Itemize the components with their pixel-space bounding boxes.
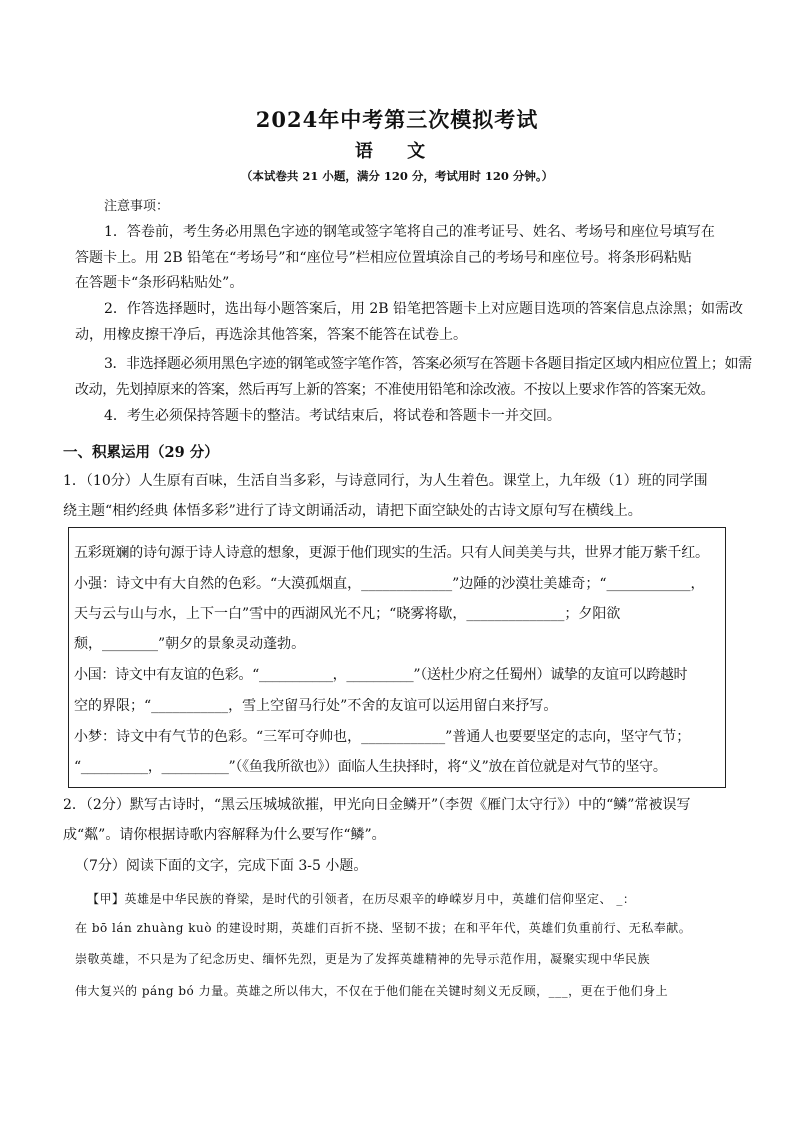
box-line: 五彩斑斓的诗句源于诗人诗意的想象，更源于他们现实的生活。只有人间美美与共，世界才能万紫千红。: [74, 545, 709, 561]
question-1-line: 1．（10分）人生原有百味，生活自当多彩，与诗意同行，为人生着色。课堂上，九年级（1）班的同学围: [63, 473, 708, 489]
box-line: “__________，__________”（《鱼我所欲也》）面临人生抉择时，将“义”放在首位就是对气节的坚守。: [74, 759, 667, 775]
exam-title: 2024年中考第三次模拟考试: [255, 107, 539, 132]
subject-title: 语 文: [354, 141, 440, 162]
question-2-line: 2．（2分）默写古诗时，“黑云压城城欲摧，甲光向日金鳞开”（李贺《雁门太守行》）中的“鳞”常被误写: [63, 797, 691, 813]
box-line: 小梦：诗文中有气节的色彩。“三军可夺帅也，____________”普通人也要要坚定的志向，坚守气节；: [74, 729, 691, 745]
question-1-line: 绕主题“相约经典 体悟多彩”进行了诗文朗诵活动，请把下面空缺处的古诗文原句写在横线上。: [63, 503, 642, 519]
section-heading: 一、积累运用（29 分）: [63, 444, 219, 461]
notice-line: 答题卡上。用 2B 铅笔在“考场号”和“座位号”栏相应位置填涂自己的考场号和座位号。将条形码粘贴: [75, 250, 692, 266]
notice-line: 4．考生必须保持答题卡的整洁。考试结束后，将试卷和答题卡一并交回。: [104, 408, 561, 424]
notice-line: 2．作答选择题时，选出每小题答案后，用 2B 铅笔把答题卡上对应题目选项的答案信息点涂黑；如需改: [104, 301, 744, 317]
box-line: 颓，________”朝夕的景象灵动蓬勃。: [74, 636, 306, 652]
notice-line: 3．非选择题必须用黑色字迹的钢笔或签字笔作答，答案必须写在答题卡各题目指定区域内相应位置上；如需: [104, 356, 752, 372]
exam-note: （本试卷共 21 小题，满分 120 分，考试用时 120 分钟。）: [240, 169, 554, 183]
notice-line: 在答题卡“条形码粘贴处”。: [75, 275, 244, 291]
question-2-line: 成“粼”。请你根据诗歌内容解释为什么要写作“鳞”。: [63, 827, 386, 843]
passage-line: 崇敬英雄，不只是为了纪念历史、缅怀先烈，更是为了发挥英雄精神的先导示范作用，凝聚实现中华民族: [75, 952, 651, 966]
question-3-intro: （7分）阅读下面的文字，完成下面 3-5 小题。: [75, 858, 368, 874]
notice-heading: 注意事项：: [104, 199, 170, 214]
passage-line: 伟大复兴的 páng bó 力量。英雄之所以伟大，不仅在于他们能在关键时刻义无反顾，___，更在于他们身上: [75, 984, 669, 998]
notice-line: 动，用橡皮擦干净后，再选涂其他答案，答案不能答在试卷上。: [75, 327, 467, 343]
box-line: 空的界限；“___________，雪上空留马行处”不舍的友谊可以运用留白来抒写。: [74, 698, 558, 714]
notice-line: 改动，先划掉原来的答案，然后再写上新的答案；不准使用铅笔和涂改液。不按以上要求作答的答案无效。: [75, 382, 715, 398]
box-line: 小强：诗文中有大自然的色彩。“大漠孤烟直，_____________”边陲的沙漠壮美雄奇；“____________，: [74, 576, 705, 592]
notice-line: 1．答卷前，考生务必用黑色字迹的钢笔或签字笔将自己的准考证号、姓名、考场号和座位号填写在: [104, 224, 715, 240]
poem-fill-box: [68, 527, 726, 788]
passage-line: 在 bō lán zhuàng kuò 的建设时期，英雄们百折不挠、坚韧不拔；在和平年代，英雄们负重前行、无私奉献。: [75, 921, 692, 935]
passage-line: 【甲】英雄是中华民族的脊梁，是时代的引领者，在历尽艰辛的峥嵘岁月中，英雄们信仰坚定、 _：: [87, 892, 636, 906]
box-line: 天与云与山与水，上下一白”雪中的西湖风光不凡；“晓雾将歇，______________；夕阳欲: [74, 606, 621, 622]
box-line: 小国：诗文中有友谊的色彩。“___________，__________”（送杜少府之任蜀州）诚挚的友谊可以跨越时: [74, 667, 688, 683]
